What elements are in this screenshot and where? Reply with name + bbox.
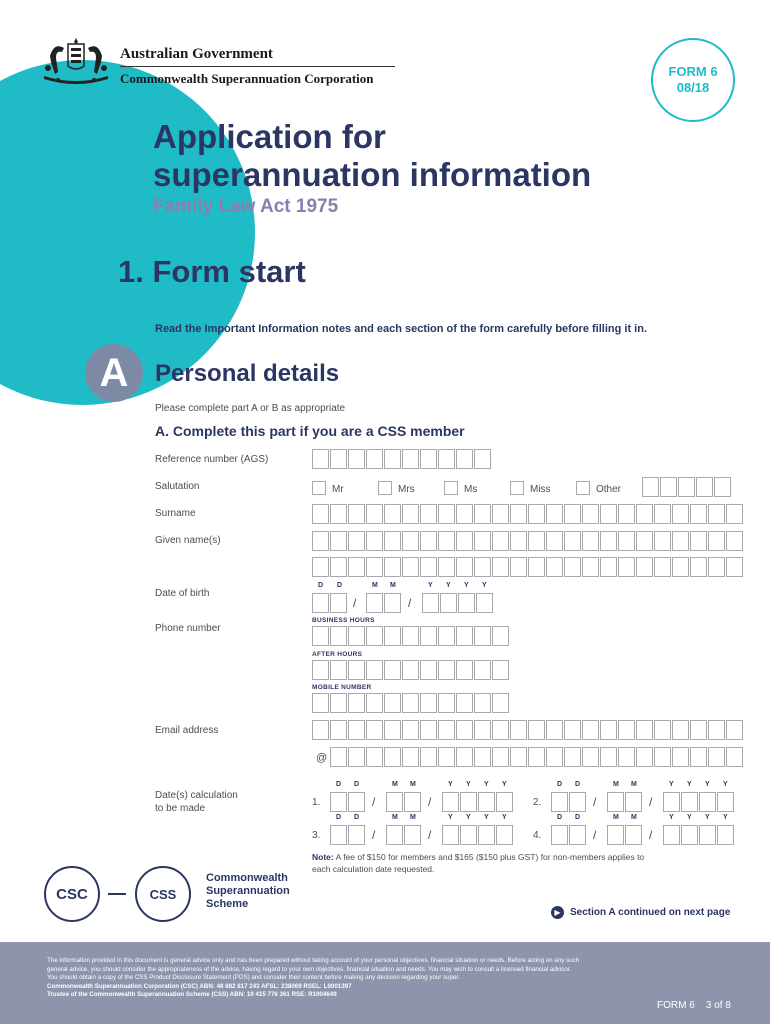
scheme-name	[206, 872, 290, 911]
note-label: Note:	[312, 852, 334, 862]
given-names-input-2[interactable]	[312, 557, 744, 577]
calc-date-3-letter: Y	[448, 814, 453, 821]
page-title	[153, 118, 673, 194]
calc-date-4-slash-1: /	[593, 828, 597, 842]
after-hours-label: AFTER HOURS	[312, 651, 363, 658]
phone-label: Phone number	[155, 623, 221, 634]
calc-date-3-year-input[interactable]	[442, 825, 514, 845]
dob-letter-y1: Y	[428, 582, 433, 589]
calc-date-1-day-input[interactable]	[330, 792, 366, 812]
calc-date-4-letter: Y	[669, 814, 674, 821]
calc-date-2-day-input[interactable]	[551, 792, 587, 812]
calc-label-line-1: Date(s) calculation	[155, 790, 238, 801]
email-label: Email address	[155, 725, 219, 736]
calc-date-1-number: 1.	[312, 797, 321, 808]
organisation-name: Commonwealth Superannuation Corporation	[120, 71, 374, 86]
calc-date-1-letter: Y	[484, 781, 489, 788]
calc-label-line-2: to be made	[155, 803, 206, 814]
business-hours-input[interactable]	[312, 626, 510, 646]
given-names-label: Given name(s)	[155, 535, 221, 546]
part-a-heading: A. Complete this part if you are a CSS member	[155, 423, 465, 439]
reference-label: Reference number (AGS)	[155, 454, 269, 465]
option-other: Other	[596, 484, 622, 495]
calc-date-3-letter: Y	[502, 814, 507, 821]
calc-date-2-letter: Y	[687, 781, 692, 788]
calc-date-1-slash-2: /	[428, 795, 432, 809]
page-footer-label	[657, 1000, 731, 1011]
calc-date-2-year-input[interactable]	[663, 792, 735, 812]
calc-date-1-letter: M	[392, 781, 398, 788]
csc-details: Commonwealth Superannuation Corporation (CSC) ABN: 48 882 817 243 AFSL: 238069 RSEL: L0001397	[47, 982, 352, 990]
footer-form-label: FORM 6	[657, 1000, 695, 1011]
mobile-input[interactable]	[312, 693, 510, 713]
note-text: A fee of $150 for members and $165 ($150 plus GST) for non-members applies to each calculation date requested.	[312, 852, 645, 874]
salutation-label: Salutation	[155, 481, 200, 492]
form-number-badge	[651, 38, 735, 122]
csc-logo: CSC	[44, 866, 100, 922]
dob-month-input[interactable]	[366, 593, 402, 613]
calc-date-1-year-input[interactable]	[442, 792, 514, 812]
disclaimer-1: The information provided in this document is general advice only and has been prepared without taking account of your personal objectives, financial situation or needs. Before acting on any such	[47, 957, 580, 964]
calc-date-1-letter: D	[336, 781, 342, 788]
css-logo: CSS	[135, 866, 191, 922]
dob-letter-y3: Y	[464, 582, 469, 589]
option-ms: Ms	[464, 484, 478, 495]
title-line-2: superannuation information	[153, 156, 592, 193]
calc-date-1-letter: Y	[448, 781, 453, 788]
footer-text	[47, 957, 727, 1000]
calc-date-1-letter: Y	[466, 781, 471, 788]
calc-date-3-month-input[interactable]	[386, 825, 422, 845]
calc-date-2-number: 2.	[533, 797, 542, 808]
form-version: 08/18	[676, 80, 710, 95]
calc-date-2-letter: Y	[705, 781, 710, 788]
calc-date-3-slash-1: /	[372, 828, 376, 842]
scheme-line-3: Scheme	[206, 898, 249, 910]
calc-date-1-letter: Y	[502, 781, 507, 788]
disclaimer-2: general advice, you should consider the appropriateness of the advice, having regard to your own objectives, financial situation and needs. You may wish to consult a licensed financial advisor.	[47, 965, 572, 973]
calc-date-3-day-input[interactable]	[330, 825, 366, 845]
calc-date-4-number: 4.	[533, 830, 542, 841]
header-divider	[120, 66, 395, 67]
page-number: 3 of 8	[705, 1000, 731, 1011]
continued-note	[551, 906, 730, 919]
trustee-details: Trustee of the Commonwealth Superannuation Scheme (CSS) ABN: 19 415 776 361 RSE: R1004649	[47, 991, 337, 998]
calc-date-3-letter: M	[392, 814, 398, 821]
intro-text: Read the Important Information notes and each section of the form carefully before filling it in.	[155, 323, 647, 335]
calc-date-4-day-input[interactable]	[551, 825, 587, 845]
after-hours-input[interactable]	[312, 660, 510, 680]
dob-slash-1: /	[353, 596, 357, 610]
part-heading: Personal details	[155, 360, 340, 387]
calc-date-3-slash-2: /	[428, 828, 432, 842]
calc-date-3-number: 3.	[312, 830, 321, 841]
calc-date-3-letter: Y	[466, 814, 471, 821]
calc-date-2-letter: D	[557, 781, 563, 788]
dob-letter-d2: D	[337, 582, 343, 589]
option-mrs: Mrs	[398, 484, 415, 495]
dob-year-input[interactable]	[422, 593, 494, 613]
checkbox-miss[interactable]	[510, 481, 524, 495]
calc-date-2-letter: Y	[723, 781, 728, 788]
option-miss: Miss	[530, 484, 551, 495]
page-subtitle: Family Law Act 1975	[153, 196, 339, 217]
dob-letter-m2: M	[390, 582, 396, 589]
continued-text: Section A continued on next page	[570, 907, 731, 918]
logo-dash	[108, 893, 126, 895]
dob-letter-y2: Y	[446, 582, 451, 589]
title-line-1: Application for	[153, 118, 386, 155]
calc-date-4-slash-2: /	[649, 828, 653, 842]
calc-date-1-letter: D	[354, 781, 360, 788]
government-name: Australian Government	[120, 46, 273, 62]
calc-date-4-month-input[interactable]	[607, 825, 643, 845]
calc-date-4-letter: Y	[723, 814, 728, 821]
part-instruction: Please complete part A or B as appropriate	[155, 403, 346, 414]
dob-letter-y4: Y	[482, 582, 487, 589]
calc-date-3-letter: M	[410, 814, 416, 821]
mobile-label: MOBILE NUMBER	[312, 684, 372, 691]
calc-date-4-letter: D	[557, 814, 563, 821]
dob-slash-2: /	[408, 596, 412, 610]
option-mr: Mr	[332, 484, 344, 495]
calc-date-1-letter: M	[410, 781, 416, 788]
calc-date-3-letter: Y	[484, 814, 489, 821]
scheme-line-2: Superannuation	[206, 885, 290, 897]
calc-date-2-letter: D	[575, 781, 581, 788]
calc-date-3-letter: D	[354, 814, 360, 821]
surname-input[interactable]	[312, 504, 744, 524]
calc-date-2-month-input[interactable]	[607, 792, 643, 812]
given-names-input-1[interactable]	[312, 531, 744, 551]
calc-date-2-letter: M	[613, 781, 619, 788]
section-heading: 1. Form start	[118, 254, 306, 289]
calc-dates-label	[155, 789, 238, 815]
checkbox-ms[interactable]	[444, 481, 458, 495]
checkbox-other[interactable]	[576, 481, 590, 495]
coat-of-arms-icon	[38, 36, 114, 88]
reference-input[interactable]	[312, 449, 492, 469]
email-input-1[interactable]	[312, 720, 744, 740]
calc-date-4-letter: D	[575, 814, 581, 821]
calc-date-4-letter: M	[631, 814, 637, 821]
dob-letter-m1: M	[372, 582, 378, 589]
calc-date-2-letter: M	[631, 781, 637, 788]
calc-date-4-letter: Y	[687, 814, 692, 821]
dob-letter-d1: D	[318, 582, 324, 589]
form-number: FORM 6	[668, 64, 718, 79]
arrow-right-icon: ▶	[551, 906, 564, 919]
business-hours-label: BUSINESS HOURS	[312, 617, 375, 624]
calc-date-2-slash-2: /	[649, 795, 653, 809]
calc-date-4-year-input[interactable]	[663, 825, 735, 845]
calc-date-4-letter: Y	[705, 814, 710, 821]
disclaimer-3: You should obtain a copy of the CSS Product Disclosure Statement (PDS) and consider their content before making any decision regarding your super.	[47, 974, 460, 981]
checkbox-mrs[interactable]	[378, 481, 392, 495]
dob-day-input[interactable]	[312, 593, 348, 613]
calc-date-3-letter: D	[336, 814, 342, 821]
scheme-line-1: Commonwealth	[206, 872, 288, 884]
calc-date-4-letter: M	[613, 814, 619, 821]
checkbox-mr[interactable]	[312, 481, 326, 495]
surname-label: Surname	[155, 508, 196, 519]
part-letter-badge: A	[85, 344, 143, 402]
calc-date-1-month-input[interactable]	[386, 792, 422, 812]
calc-date-2-slash-1: /	[593, 795, 597, 809]
fee-note	[312, 851, 652, 875]
at-sign: @	[316, 752, 328, 764]
dob-label: Date of birth	[155, 588, 210, 599]
other-salutation-input[interactable]	[642, 477, 732, 497]
calc-date-1-slash-1: /	[372, 795, 376, 809]
email-input-2[interactable]	[330, 747, 744, 767]
calc-date-2-letter: Y	[669, 781, 674, 788]
